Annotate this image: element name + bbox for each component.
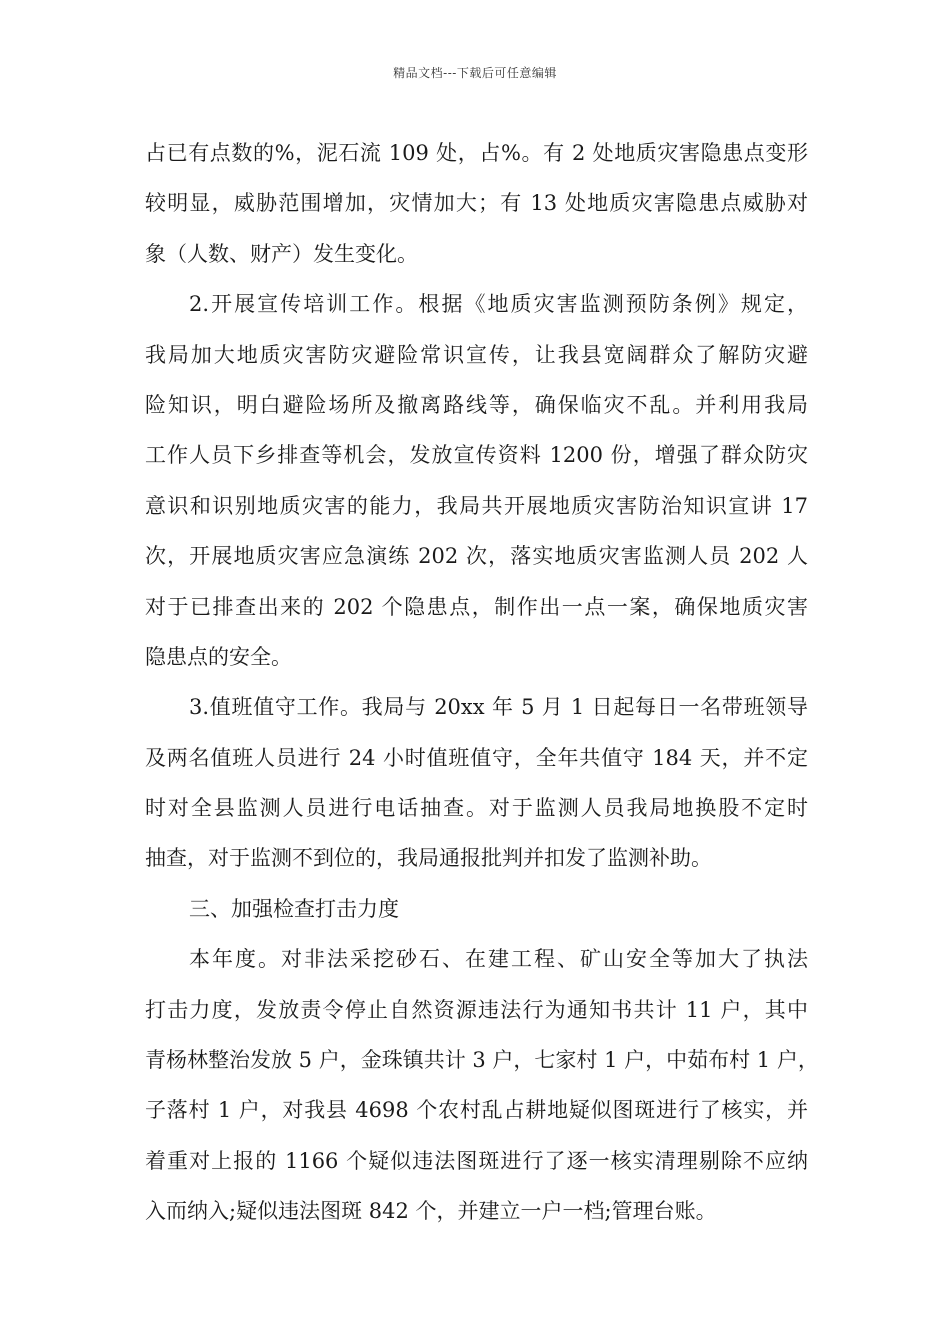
document-body	[145, 128, 819, 1237]
page-header: 精品文档---下载后可任意编辑	[393, 66, 557, 80]
paragraph	[145, 682, 808, 884]
text-line: 我局加大地质灾害防灾避险常识宣传，让我县宽阔群众了解防灾避	[145, 342, 808, 367]
paragraph	[145, 884, 808, 934]
text-line: 较明显，威胁范围增加，灾情加大；有 13 处地质灾害隐患点威胁对	[145, 191, 808, 216]
text-line: 隐患点的安全。	[145, 644, 292, 669]
paragraph	[145, 128, 808, 279]
text-line: 时对全县监测人员进行电话抽查。对于监测人员我局地换股不定时	[145, 796, 808, 821]
text-line: 象（人数、财产）发生变化。	[145, 241, 418, 266]
text-line: 着重对上报的 1166 个疑似违法图斑进行了逐一核实清理剔除不应纳	[145, 1148, 808, 1173]
text-line: 意识和识别地质灾害的能力，我局共开展地质灾害防治知识宣讲 17	[145, 493, 808, 518]
text-line: 打击力度，发放责令停止自然资源违法行为通知书共计 11 户，其中	[145, 997, 808, 1022]
text-line: 抽查，对于监测不到位的，我局通报批判并扣发了监测补助。	[145, 846, 712, 871]
text-line: 入而纳入;疑似违法图斑 842 个，并建立一户一档;管理台账。	[145, 1199, 717, 1224]
text-line: 次，开展地质灾害应急演练 202 次，落实地质灾害监测人员 202 人	[145, 544, 808, 569]
paragraph	[145, 934, 819, 1236]
text-line: 工作人员下乡排查等机会，发放宣传资料 1200 份，增强了群众防灾	[145, 443, 808, 468]
text-line: 三、加强检查打击力度	[189, 896, 399, 921]
text-line: 对于已排查出来的 202 个隐患点，制作出一点一案，确保地质灾害	[145, 594, 808, 619]
text-line: 本年度。对非法采挖砂石、在建工程、矿山安全等加大了执法	[189, 947, 808, 972]
text-line: 险知识，明白避险场所及撤离路线等，确保临灾不乱。并利用我局	[145, 392, 808, 417]
text-line: 2.开展宣传培训工作。根据《地质灾害监测预防条例》规定，	[189, 292, 808, 317]
paragraph	[145, 279, 808, 682]
text-line: 及两名值班人员进行 24 小时值班值守，全年共值守 184 天，并不定	[145, 745, 808, 770]
text-line: 子落村 1 户，对我县 4698 个农村乱占耕地疑似图斑进行了核实，并	[145, 1098, 808, 1123]
text-line: 3.值班值守工作。我局与 20xx 年 5 月 1 日起每日一名带班领导	[189, 695, 808, 720]
text-line: 青杨林整治发放 5 户，金珠镇共计 3 户，七家村 1 户，中茹布村 1 户，	[145, 1048, 819, 1073]
text-line: 占已有点数的%，泥石流 109 处，占%。有 2 处地质灾害隐患点变形	[145, 141, 808, 165]
